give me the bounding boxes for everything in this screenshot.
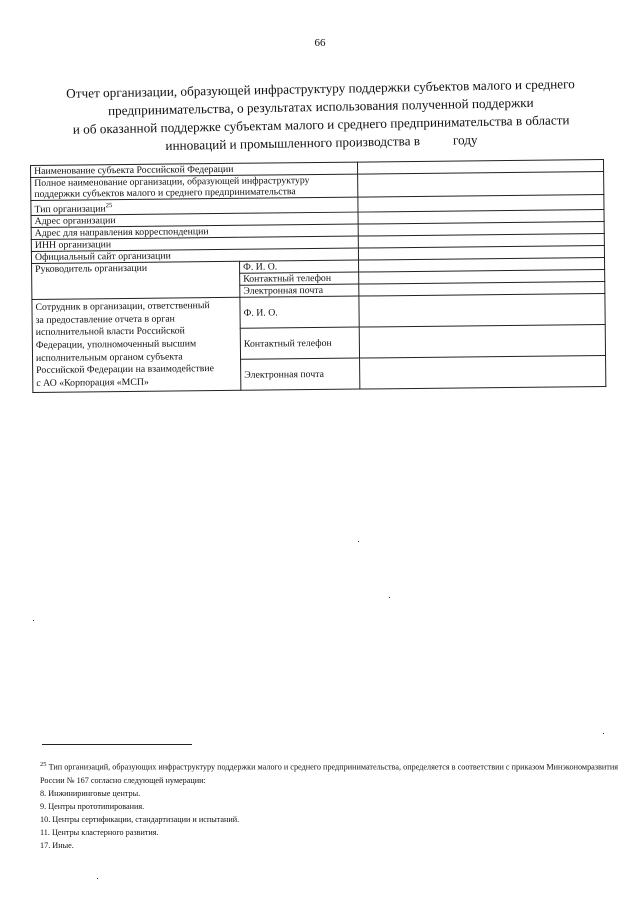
head-email-label: Электронная почта xyxy=(240,284,359,297)
head-phone-label: Контактный телефон xyxy=(240,272,359,285)
organization-form-table xyxy=(30,159,606,393)
region-label: Наименование субъекта Российской Федерации xyxy=(31,162,358,177)
employee-line-1: Сотрудник в организации, ответственный xyxy=(35,300,210,314)
list-item: 11. Центры кластерного развития. xyxy=(40,827,159,837)
title-line-3: и об оказанной поддержке субъектам малого и среднего предпринимательства в области xyxy=(72,112,570,137)
employee-line-3: исполнительной власти Российской xyxy=(35,325,185,339)
title-line-1: Отчет организации, образующей инфраструктуру поддержки субъектов малого и среднего xyxy=(66,76,575,101)
list-item: 9. Центры прототипирования. xyxy=(40,801,145,811)
page-number: 66 xyxy=(314,37,326,49)
footnote-number: 25 xyxy=(40,761,47,768)
website-label: Официальный сайт организации xyxy=(31,248,358,263)
mail-address-label: Адрес для направления корреспонденции xyxy=(31,224,358,239)
scan-speck xyxy=(97,878,98,879)
title-line-2: предпринимательства, о результатах использования полученной поддержки xyxy=(107,94,534,119)
scan-speck xyxy=(33,620,34,621)
full-name-line-2: поддержки субъектов малого и среднего предпринимательства xyxy=(34,186,296,200)
scan-speck xyxy=(358,541,359,542)
address-label: Адрес организации xyxy=(31,212,358,227)
employee-email-value-cell[interactable] xyxy=(360,356,606,390)
head-label: Руководитель организации xyxy=(32,262,240,300)
employee-fio-label: Ф. И. О. xyxy=(240,296,359,328)
employee-line-2: за предоставление отчета в орган xyxy=(35,313,175,326)
footnote-text: Тип организаций, образующих инфраструктуру поддержки малого и среднего предпринимательства, определяется в соответствии с приказом Минэкономразвития России № 167 согласно следующей нумерации: xyxy=(40,762,619,785)
org-type-text: Тип организации xyxy=(34,203,106,216)
list-item: 10. Центры сертификации, стандартизации и испытаний. xyxy=(40,814,240,824)
title-line-4: инноваций и промышленного производства в году xyxy=(165,132,478,153)
footnote-25 xyxy=(40,758,618,787)
head-fio-label: Ф. И. О. xyxy=(240,260,359,273)
footnote-divider xyxy=(42,744,192,745)
full-name-label xyxy=(31,174,358,200)
full-name-line-1: Полное наименование организации, образующей инфраструктуру xyxy=(34,175,310,189)
employee-line-6: Российской Федерации на взаимодействие xyxy=(36,363,215,377)
employee-label xyxy=(32,298,241,393)
employee-line-7: с АО «Корпорация «МСП» xyxy=(36,376,149,389)
inn-label: ИНН организации xyxy=(31,236,358,251)
employee-line-5: исполнительным органом субъекта xyxy=(35,351,183,364)
scan-speck xyxy=(389,597,390,598)
scan-speck xyxy=(603,733,604,734)
list-item: 8. Инжиниринговые центры. xyxy=(40,788,141,798)
employee-phone-value-cell[interactable] xyxy=(359,325,605,359)
full-name-value-cell[interactable] xyxy=(358,171,604,197)
footnotes xyxy=(40,758,618,852)
employee-line-4: Федерации, уполномоченный высшим xyxy=(35,338,197,351)
list-item: 17. Иные. xyxy=(40,840,74,850)
employee-fio-value-cell[interactable] xyxy=(359,294,605,328)
employee-phone-label: Контактный телефон xyxy=(240,327,359,359)
employee-email-label: Электронная почта xyxy=(241,358,360,390)
footnote-ref: 25 xyxy=(105,202,113,210)
report-title xyxy=(65,75,576,157)
